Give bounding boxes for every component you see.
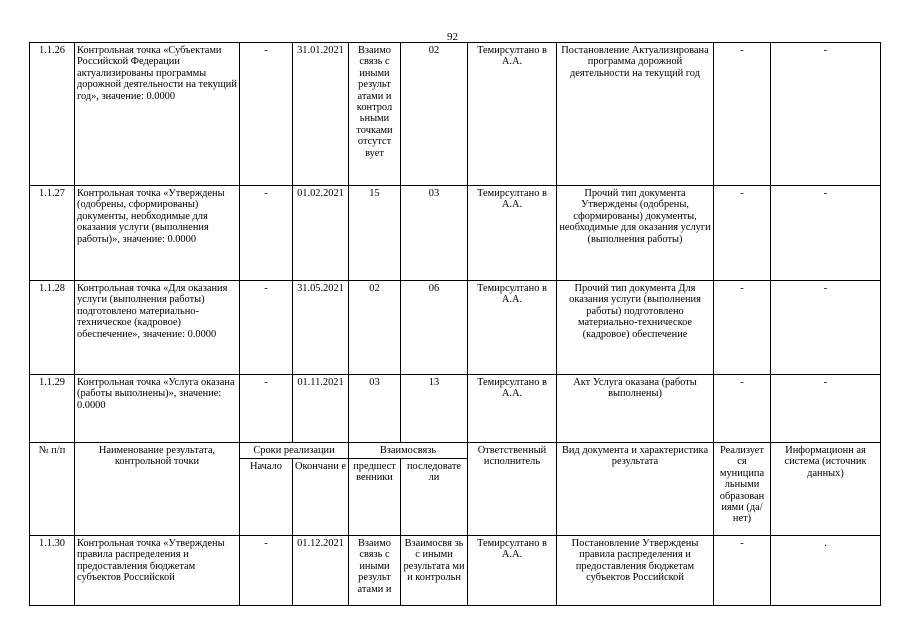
header-responsible: Ответственный исполнитель <box>468 443 557 536</box>
start-date: - <box>240 536 293 606</box>
responsible: Темирсултано в А.А. <box>468 281 557 375</box>
info-system: - <box>771 281 881 375</box>
results-table <box>29 42 881 606</box>
predecessors: Взаимо связь с иными результ атами и контрол ьными точками отсутст вует <box>349 43 401 186</box>
header-pred: предшест венники <box>349 459 401 536</box>
row-number: 1.1.29 <box>30 375 75 443</box>
end-date: 01.11.2021 <box>293 375 349 443</box>
header-start: Начало <box>240 459 293 536</box>
document-type: Постановление Утверждены правила распределения и предоставления бюджетам субъектов Российской <box>557 536 714 606</box>
table-row <box>30 375 881 443</box>
document-type: Прочий тип документа Для оказания услуги (выполнения работы) подготовлено материально-техническое (кадровое) обеспечение <box>557 281 714 375</box>
start-date: - <box>240 281 293 375</box>
start-date: - <box>240 43 293 186</box>
successors: 13 <box>401 375 468 443</box>
responsible: Темирсултано в А.А. <box>468 536 557 606</box>
end-date: 31.01.2021 <box>293 43 349 186</box>
successors: 06 <box>401 281 468 375</box>
responsible: Темирсултано в А.А. <box>468 375 557 443</box>
row-number: 1.1.27 <box>30 186 75 281</box>
table-row <box>30 43 881 186</box>
header-terms: Сроки реализации <box>240 443 349 459</box>
header-municipal: Реализует ся муниципа льными образован иями (да/нет) <box>714 443 771 536</box>
responsible: Темирсултано в А.А. <box>468 43 557 186</box>
header-info: Информационн ая система (источник данных) <box>771 443 881 536</box>
info-system: - <box>771 186 881 281</box>
end-date: 01.02.2021 <box>293 186 349 281</box>
municipal-flag: - <box>714 375 771 443</box>
header-num: № п/п <box>30 443 75 536</box>
successors: 02 <box>401 43 468 186</box>
row-number: 1.1.26 <box>30 43 75 186</box>
predecessors: 15 <box>349 186 401 281</box>
result-name: Контрольная точка «Для оказания услуги (выполнения работы) подготовлено материально-техническое (кадровое) обеспечение», значение: 0.0000 <box>75 281 240 375</box>
row-number: 1.1.28 <box>30 281 75 375</box>
responsible: Темирсултано в А.А. <box>468 186 557 281</box>
document-type: Постановление Актуализирована программа дорожной деятельности на текущий год <box>557 43 714 186</box>
document-type: Акт Услуга оказана (работы выполнены) <box>557 375 714 443</box>
header-succ: последовате ли <box>401 459 468 536</box>
header-name: Наименование результата, контрольной точки <box>75 443 240 536</box>
result-name: Контрольная точка «Субъектами Российской Федерации актуализированы программы дорожной деятельности на текущий год», значение: 0.0000 <box>75 43 240 186</box>
municipal-flag: - <box>714 536 771 606</box>
header-end: Окончани е <box>293 459 349 536</box>
municipal-flag: - <box>714 43 771 186</box>
result-name: Контрольная точка «Утверждены правила распределения и предоставления бюджетам субъектов Российской <box>75 536 240 606</box>
predecessors: 03 <box>349 375 401 443</box>
header-doc: Вид документа и характеристика результата <box>557 443 714 536</box>
end-date: 01.12.2021 <box>293 536 349 606</box>
info-system: - <box>771 375 881 443</box>
municipal-flag: - <box>714 281 771 375</box>
info-system: - <box>771 43 881 186</box>
header-row-top <box>30 443 881 459</box>
predecessors: 02 <box>349 281 401 375</box>
start-date: - <box>240 186 293 281</box>
predecessors: Взаимо связь с иными результ атами и <box>349 536 401 606</box>
page-number: 92 <box>447 31 458 43</box>
result-name: Контрольная точка «Услуга оказана (работы выполнены)», значение: 0.0000 <box>75 375 240 443</box>
document-type: Прочий тип документа Утверждены (одобрены, сформированы) документы, необходимые для оказания услуги (выполнения работы) <box>557 186 714 281</box>
successors: Взаимосвя зь с иными результата ми и контрольн <box>401 536 468 606</box>
header-relation: Взаимосвязь <box>349 443 468 459</box>
table-row <box>30 186 881 281</box>
successors: 03 <box>401 186 468 281</box>
municipal-flag: - <box>714 186 771 281</box>
table-row <box>30 281 881 375</box>
end-date: 31.05.2021 <box>293 281 349 375</box>
start-date: - <box>240 375 293 443</box>
result-name: Контрольная точка «Утверждены (одобрены, сформированы) документы, необходимые для оказания услуги (выполнения работы)», значение: 0.0000 <box>75 186 240 281</box>
row-number: 1.1.30 <box>30 536 75 606</box>
info-system: . <box>771 536 881 606</box>
table-row <box>30 536 881 606</box>
